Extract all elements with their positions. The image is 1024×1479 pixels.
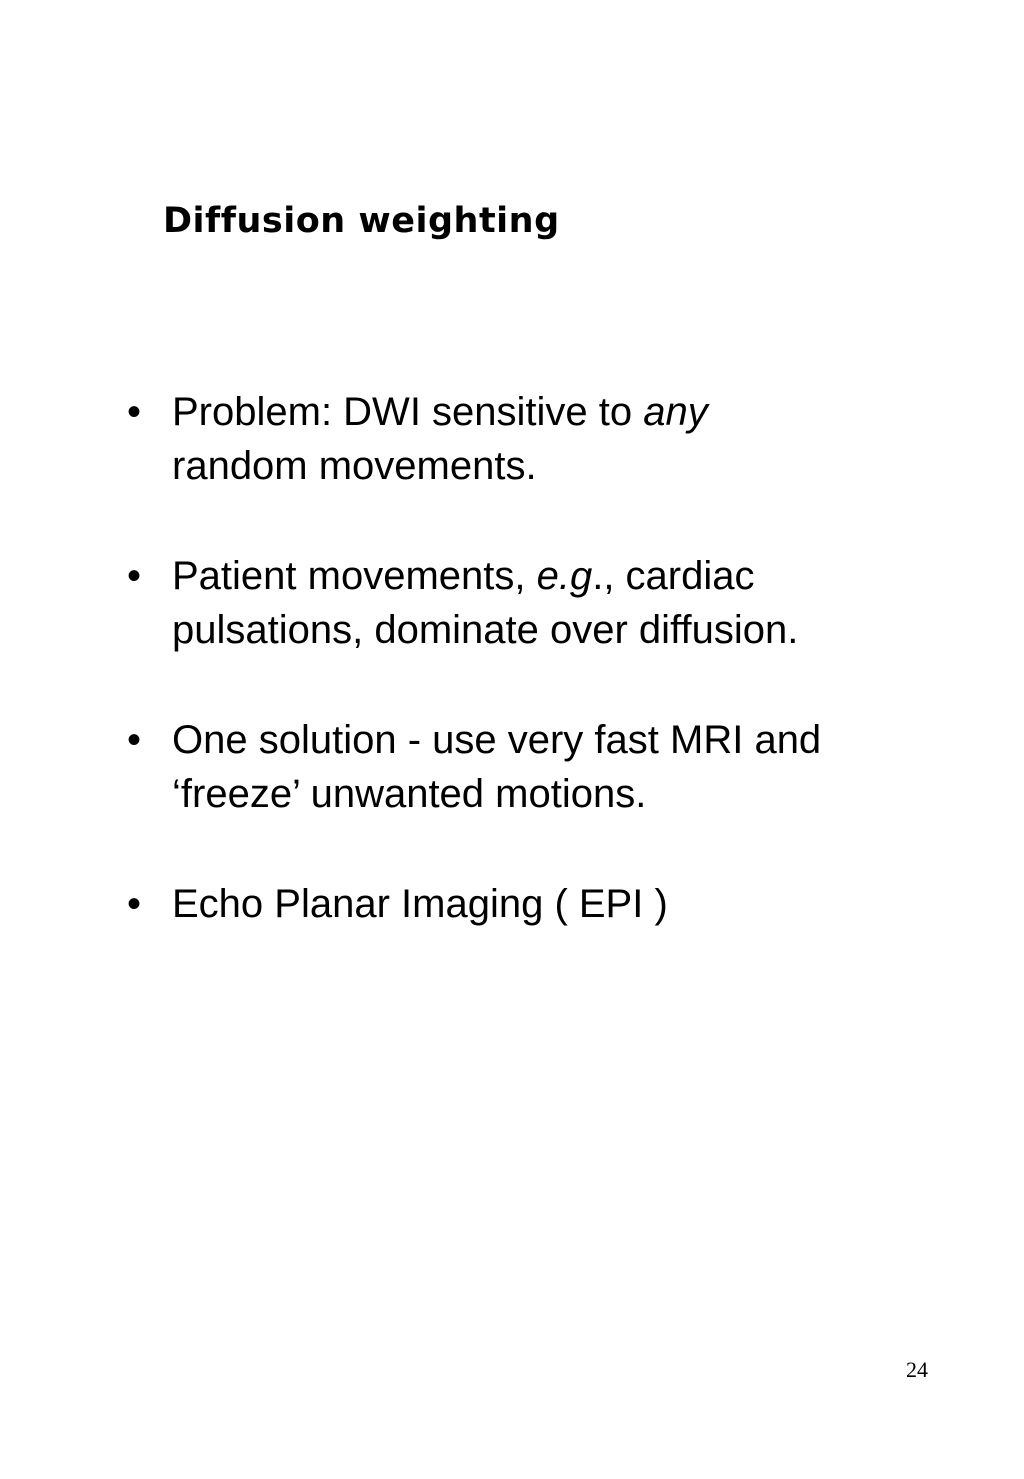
bullet-text: Echo Planar Imaging ( EPI ): [172, 882, 668, 926]
bullet-dot-icon: •: [127, 882, 142, 926]
bullet-text: Patient movements,: [172, 554, 537, 598]
bullet-item-solution: [0, 713, 932, 821]
bullet-line: ‘freeze’ unwanted motions.: [172, 772, 647, 816]
bullet-text: One solution - use very fast MRI and: [172, 718, 822, 762]
bullet-text: ., cardiac: [592, 554, 755, 598]
page-number: 24: [906, 1357, 928, 1382]
bullet-item-epi: [0, 877, 932, 931]
bullet-item-problem: [0, 385, 932, 493]
bullet-list: [0, 385, 1024, 987]
bullet-text: Problem: DWI sensitive to: [172, 390, 644, 434]
bullet-line: pulsations, dominate over diffusion.: [172, 608, 799, 652]
slide-title: Diffusion weighting: [163, 201, 560, 241]
bullet-item-patient-movements: [0, 549, 932, 657]
bullet-dot-icon: •: [127, 554, 142, 598]
bullet-line: [172, 549, 932, 603]
bullet-dot-icon: •: [127, 718, 142, 762]
bullet-line: [172, 877, 932, 931]
bullet-line: [172, 713, 932, 767]
bullet-line: [172, 385, 932, 439]
bullet-emphasis: e.g: [536, 554, 593, 598]
bullet-line: random movements.: [172, 444, 537, 488]
bullet-emphasis: any: [643, 390, 708, 434]
bullet-dot-icon: •: [127, 390, 142, 434]
